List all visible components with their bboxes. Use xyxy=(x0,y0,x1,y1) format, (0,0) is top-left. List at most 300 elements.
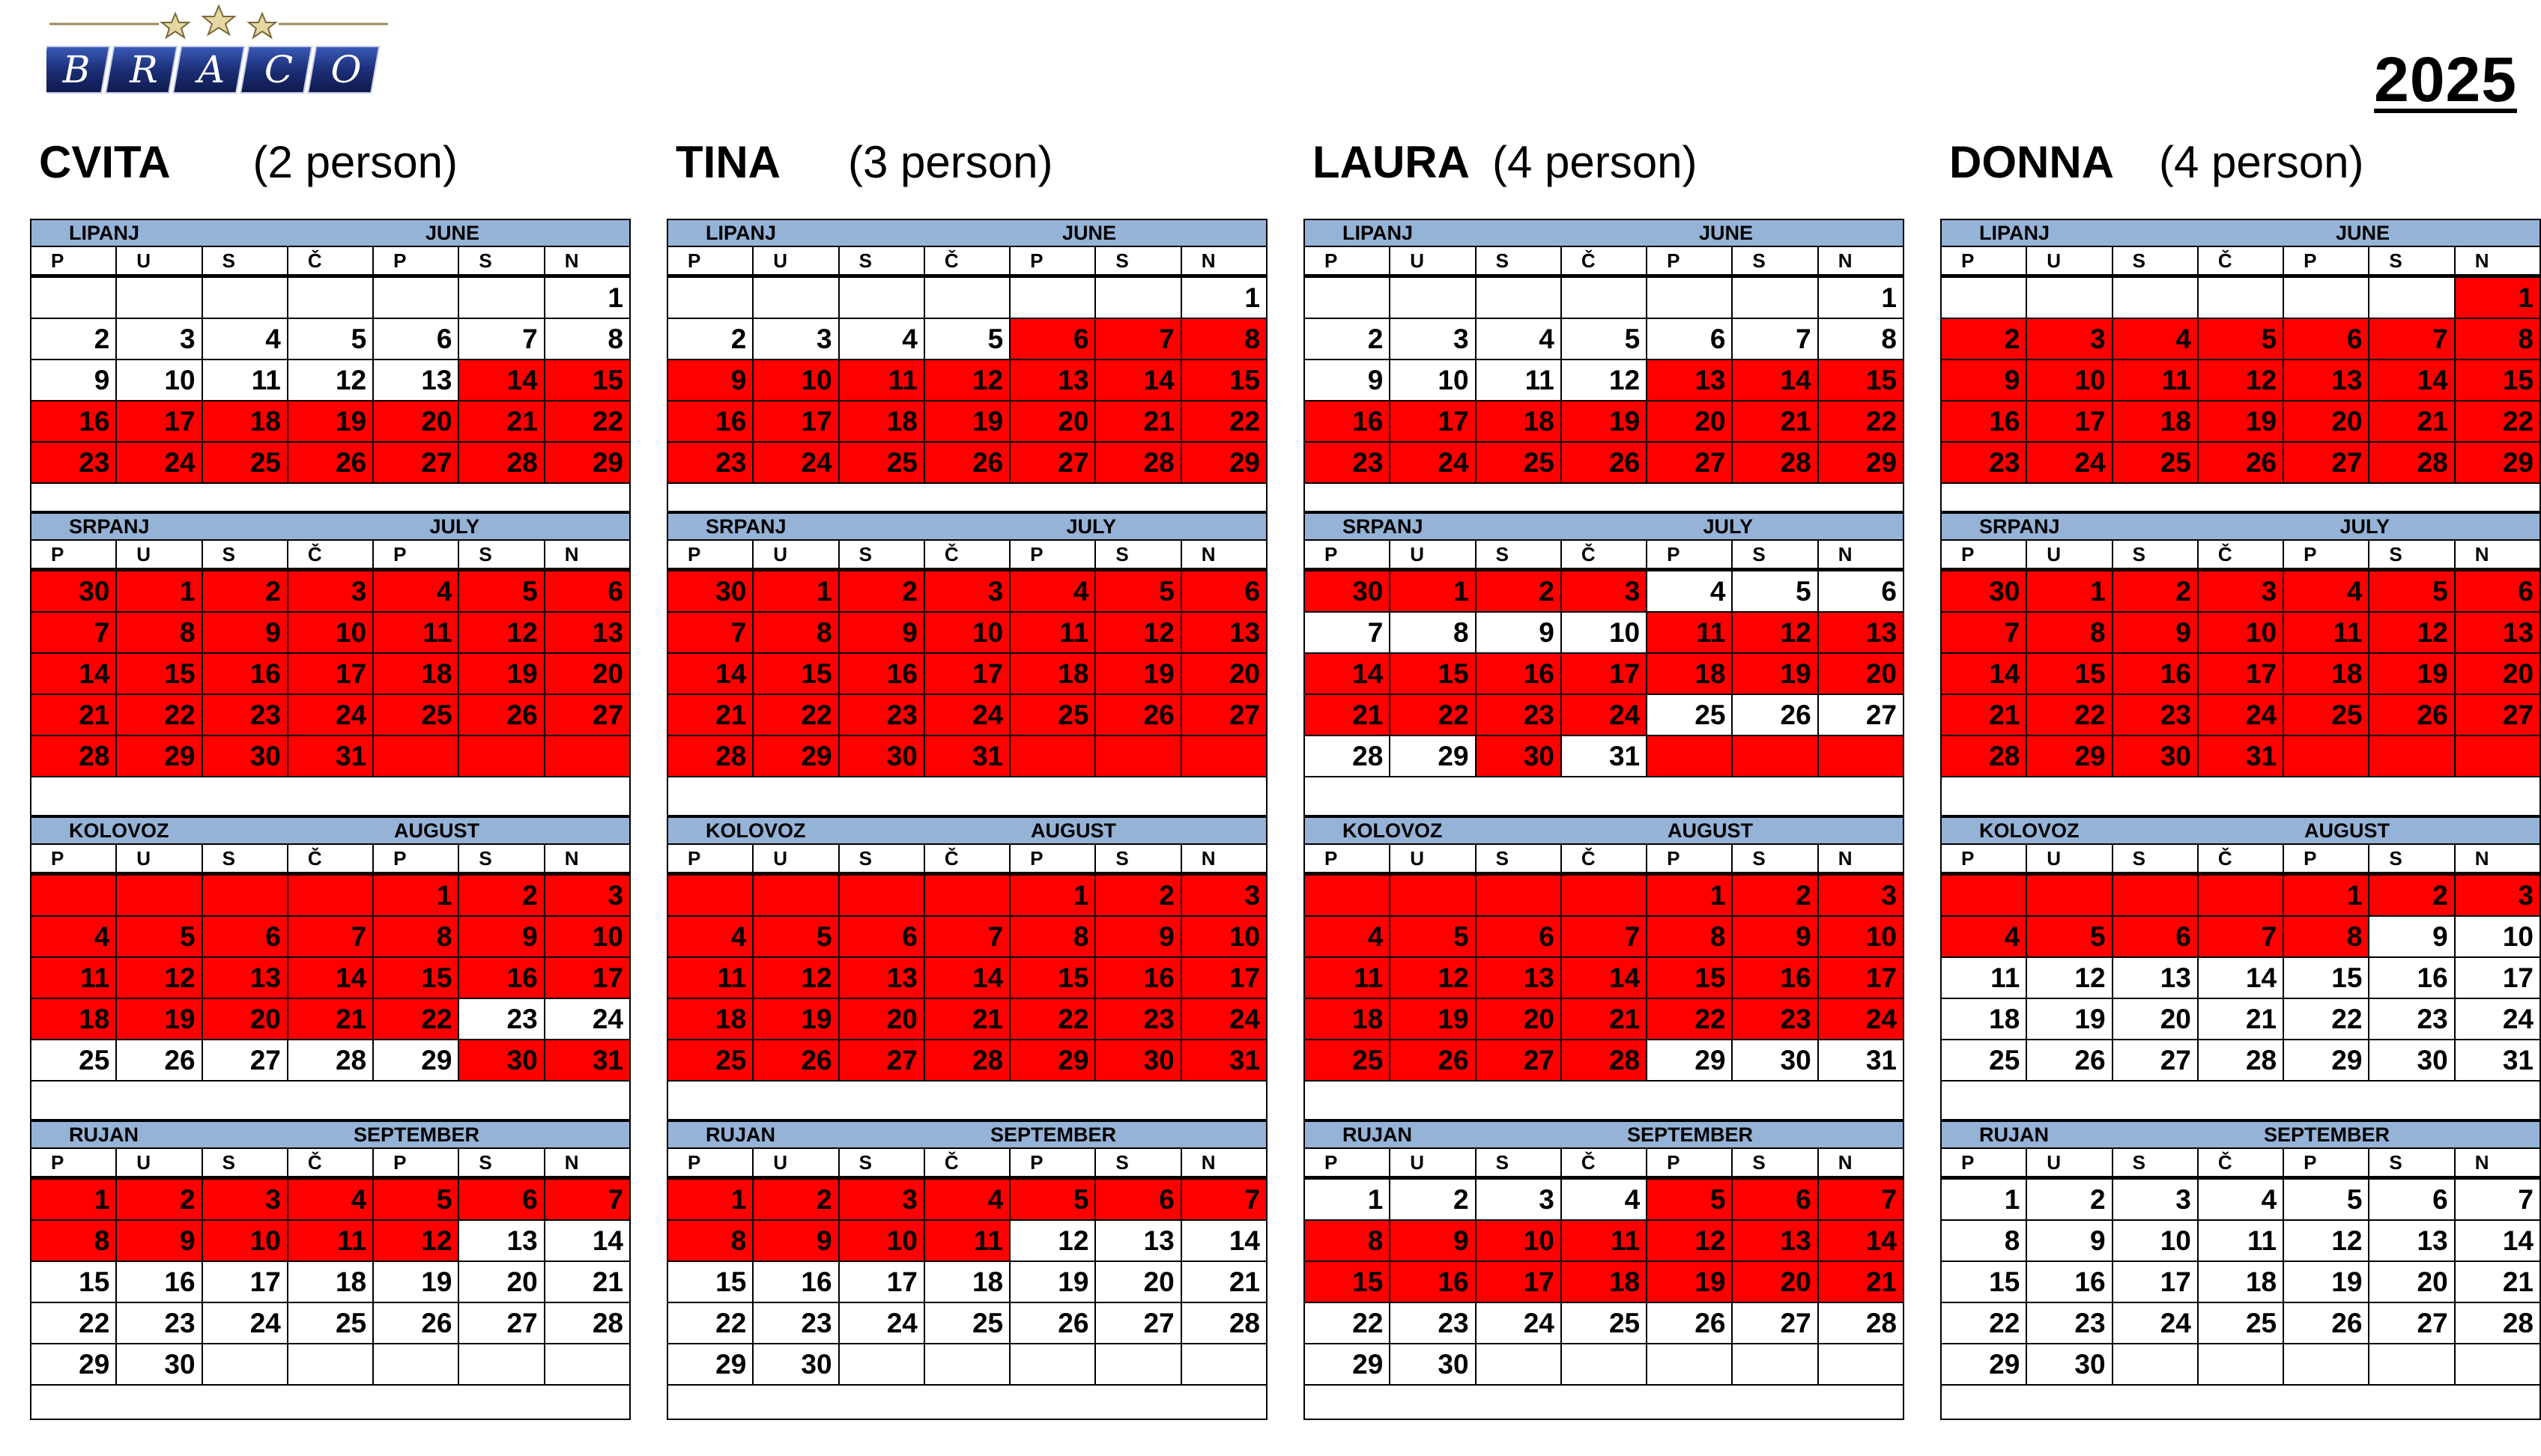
weekday-label: N xyxy=(545,247,631,274)
booked-day-cell: 11 xyxy=(2113,360,2199,401)
month-calendar xyxy=(1940,512,2541,816)
weekday-label: N xyxy=(545,541,631,568)
booked-day-cell: 5 xyxy=(1647,1180,1733,1221)
free-day-cell: 1 xyxy=(1942,1180,2027,1221)
apartment-calendar xyxy=(30,219,631,1420)
booked-day-cell: 27 xyxy=(2456,695,2541,736)
month-spacer xyxy=(667,1082,1268,1120)
booked-day-cell: 14 xyxy=(1562,958,1647,999)
empty-day-cell xyxy=(754,278,839,319)
day-grid xyxy=(1940,571,2541,777)
free-day-cell: 9 xyxy=(31,360,117,401)
booked-day-cell: 23 xyxy=(840,695,925,736)
free-day-cell: 23 xyxy=(117,1303,202,1344)
month-calendar xyxy=(1940,1120,2541,1420)
booked-day-cell: 19 xyxy=(2199,401,2284,443)
weekday-label: N xyxy=(2456,845,2541,872)
empty-day-cell xyxy=(925,1344,1011,1386)
free-day-cell: 22 xyxy=(668,1303,754,1344)
free-day-cell: 26 xyxy=(1011,1303,1096,1344)
booked-day-cell: 6 xyxy=(459,1180,545,1221)
free-day-cell: 28 xyxy=(2199,1040,2284,1082)
booked-day-cell: 7 xyxy=(1562,917,1647,958)
weekday-label: Č xyxy=(2199,1149,2284,1176)
free-day-cell: 2 xyxy=(668,319,754,360)
booked-day-cell: 1 xyxy=(1390,571,1476,613)
empty-day-cell xyxy=(2199,876,2284,917)
weekday-label: U xyxy=(2027,247,2113,274)
booked-day-cell: 19 xyxy=(288,401,374,443)
free-day-cell: 1 xyxy=(1182,278,1268,319)
booked-day-cell: 12 xyxy=(2369,613,2455,654)
free-day-cell: 18 xyxy=(1942,999,2027,1040)
free-day-cell: 12 xyxy=(1011,1221,1096,1262)
booked-day-cell: 28 xyxy=(2369,443,2455,484)
booked-day-cell: 26 xyxy=(925,443,1011,484)
booked-day-cell: 12 xyxy=(1390,958,1476,999)
weekday-label: Č xyxy=(288,1149,374,1176)
weekday-label: S xyxy=(1733,541,1818,568)
free-day-cell: 20 xyxy=(2113,999,2199,1040)
free-day-cell: 21 xyxy=(545,1262,631,1303)
booked-day-cell: 18 xyxy=(1647,654,1733,695)
free-day-cell: 27 xyxy=(2113,1040,2199,1082)
booked-day-cell: 31 xyxy=(288,736,374,777)
booked-day-cell: 17 xyxy=(545,958,631,999)
logo-letter: O xyxy=(330,48,362,91)
booked-day-cell: 9 xyxy=(1733,917,1818,958)
weekday-label: S xyxy=(203,247,288,274)
booked-day-cell: 21 xyxy=(1733,401,1818,443)
weekday-label: P xyxy=(1942,1149,2027,1176)
weekday-label: N xyxy=(545,1149,631,1176)
booked-day-cell: 1 xyxy=(668,1180,754,1221)
booked-day-cell: 15 xyxy=(1305,1262,1390,1303)
booked-day-cell: 18 xyxy=(203,401,288,443)
booked-day-cell: 5 xyxy=(2027,917,2113,958)
booked-day-cell: 26 xyxy=(2369,695,2455,736)
weekday-label: U xyxy=(1390,541,1476,568)
empty-day-cell xyxy=(1096,736,1181,777)
booked-day-cell: 21 xyxy=(1562,999,1647,1040)
booked-day-cell: 2 xyxy=(1733,876,1818,917)
booked-day-cell: 7 xyxy=(1182,1180,1268,1221)
booked-day-cell: 10 xyxy=(754,360,839,401)
booked-day-cell: 2 xyxy=(2113,571,2199,613)
booked-day-cell: 30 xyxy=(1096,1040,1181,1082)
empty-day-cell xyxy=(545,1344,631,1386)
booked-day-cell: 28 xyxy=(31,736,117,777)
weekday-label: U xyxy=(1390,247,1476,274)
weekday-label: S xyxy=(203,541,288,568)
booked-day-cell: 17 xyxy=(1477,1262,1562,1303)
booked-day-cell: 8 xyxy=(2027,613,2113,654)
booked-day-cell: 6 xyxy=(203,917,288,958)
free-day-cell: 28 xyxy=(1305,736,1390,777)
free-day-cell: 29 xyxy=(1390,736,1476,777)
booked-day-cell: 25 xyxy=(668,1040,754,1082)
booked-day-cell: 5 xyxy=(1390,917,1476,958)
free-day-cell: 30 xyxy=(2369,1040,2455,1082)
booked-day-cell: 19 xyxy=(1562,401,1647,443)
weekday-label: P xyxy=(1011,845,1096,872)
weekday-label: P xyxy=(31,541,117,568)
booked-day-cell: 9 xyxy=(459,917,545,958)
booked-day-cell: 18 xyxy=(2113,401,2199,443)
booked-day-cell: 11 xyxy=(288,1221,374,1262)
free-day-cell: 21 xyxy=(1182,1262,1268,1303)
free-day-cell: 12 xyxy=(2284,1221,2369,1262)
booked-day-cell: 4 xyxy=(2284,571,2369,613)
free-day-cell: 30 xyxy=(1390,1344,1476,1386)
empty-day-cell xyxy=(2027,876,2113,917)
booked-day-cell: 22 xyxy=(1182,401,1268,443)
booked-day-cell: 19 xyxy=(1096,654,1181,695)
free-day-cell: 13 xyxy=(2113,958,2199,999)
booked-day-cell: 2 xyxy=(840,571,925,613)
booked-day-cell: 28 xyxy=(925,1040,1011,1082)
weekday-label: Č xyxy=(2199,541,2284,568)
booked-day-cell: 3 xyxy=(925,571,1011,613)
weekday-label: N xyxy=(1182,1149,1268,1176)
booked-day-cell: 11 xyxy=(840,360,925,401)
empty-day-cell xyxy=(2369,278,2455,319)
empty-day-cell xyxy=(203,876,288,917)
empty-day-cell xyxy=(1819,1344,1904,1386)
empty-day-cell xyxy=(1182,1344,1268,1386)
empty-day-cell xyxy=(1011,736,1096,777)
booked-day-cell: 19 xyxy=(2369,654,2455,695)
booked-day-cell: 28 xyxy=(1733,443,1818,484)
free-day-cell: 9 xyxy=(2027,1221,2113,1262)
empty-day-cell xyxy=(2113,1344,2199,1386)
booked-day-cell: 1 xyxy=(2027,571,2113,613)
weekday-label: P xyxy=(1647,541,1733,568)
booked-day-cell: 24 xyxy=(288,695,374,736)
booked-day-cell: 12 xyxy=(117,958,202,999)
booked-day-cell: 10 xyxy=(1477,1221,1562,1262)
free-day-cell: 25 xyxy=(925,1303,1011,1344)
booked-day-cell: 16 xyxy=(1477,654,1562,695)
weekday-label: U xyxy=(754,1149,839,1176)
booked-day-cell: 3 xyxy=(203,1180,288,1221)
month-calendar xyxy=(667,219,1268,512)
booked-day-cell: 17 xyxy=(925,654,1011,695)
day-grid xyxy=(30,571,631,777)
booked-day-cell: 29 xyxy=(1011,1040,1096,1082)
weekday-row xyxy=(667,845,1268,876)
weekday-label: U xyxy=(754,541,839,568)
booked-day-cell: 1 xyxy=(1011,876,1096,917)
booked-day-cell: 7 xyxy=(1096,319,1181,360)
booked-day-cell: 6 xyxy=(840,917,925,958)
free-day-cell: 31 xyxy=(2456,1040,2541,1082)
booked-day-cell: 13 xyxy=(2284,360,2369,401)
free-day-cell: 17 xyxy=(2113,1262,2199,1303)
booked-day-cell: 21 xyxy=(31,695,117,736)
booked-day-cell: 31 xyxy=(1182,1040,1268,1082)
free-day-cell: 8 xyxy=(1390,613,1476,654)
free-day-cell: 8 xyxy=(545,319,631,360)
weekday-label: P xyxy=(374,541,459,568)
booked-day-cell: 16 xyxy=(1942,401,2027,443)
booked-day-cell: 24 xyxy=(1182,999,1268,1040)
booked-day-cell: 21 xyxy=(288,999,374,1040)
weekday-label: U xyxy=(2027,845,2113,872)
free-day-cell: 28 xyxy=(288,1040,374,1082)
free-day-cell: 24 xyxy=(2456,999,2541,1040)
month-header xyxy=(667,512,1268,541)
month-spacer xyxy=(1940,1386,2541,1420)
weekday-label: P xyxy=(1305,247,1390,274)
weekday-label: P xyxy=(1647,247,1733,274)
booked-day-cell: 11 xyxy=(2284,613,2369,654)
free-day-cell: 1 xyxy=(1819,278,1904,319)
empty-day-cell xyxy=(288,1344,374,1386)
free-day-cell: 4 xyxy=(1647,571,1733,613)
booked-day-cell: 23 xyxy=(1477,695,1562,736)
booked-day-cell: 19 xyxy=(1647,1262,1733,1303)
booked-day-cell: 7 xyxy=(545,1180,631,1221)
month-spacer xyxy=(1940,777,2541,816)
booked-day-cell: 19 xyxy=(1733,654,1818,695)
apartment-capacity: (3 person) xyxy=(847,136,1053,187)
free-day-cell: 21 xyxy=(2199,999,2284,1040)
free-day-cell: 10 xyxy=(2456,917,2541,958)
month-spacer xyxy=(667,777,1268,816)
empty-day-cell xyxy=(1477,1344,1562,1386)
free-day-cell: 9 xyxy=(2369,917,2455,958)
booked-day-cell: 19 xyxy=(459,654,545,695)
booked-day-cell: 22 xyxy=(545,401,631,443)
booked-day-cell: 1 xyxy=(31,1180,117,1221)
weekday-label: U xyxy=(117,247,202,274)
free-day-cell: 2 xyxy=(1390,1180,1476,1221)
free-day-cell: 11 xyxy=(203,360,288,401)
free-day-cell: 26 xyxy=(374,1303,459,1344)
booked-day-cell: 20 xyxy=(2456,654,2541,695)
empty-day-cell xyxy=(1733,1344,1818,1386)
booked-day-cell: 22 xyxy=(2456,401,2541,443)
month-calendar xyxy=(30,816,631,1120)
booked-day-cell: 30 xyxy=(1477,736,1562,777)
logo-letter: C xyxy=(264,48,294,91)
month-name-local: LIPANJ xyxy=(69,221,140,244)
booked-day-cell: 4 xyxy=(31,917,117,958)
braco-logo xyxy=(46,4,391,97)
booked-day-cell: 19 xyxy=(117,999,202,1040)
weekday-row xyxy=(30,1149,631,1180)
booked-day-cell: 4 xyxy=(1011,571,1096,613)
booked-day-cell: 13 xyxy=(1477,958,1562,999)
booked-day-cell: 20 xyxy=(545,654,631,695)
booked-day-cell: 27 xyxy=(840,1040,925,1082)
booked-day-cell: 25 xyxy=(1305,1040,1390,1082)
month-calendar xyxy=(30,1120,631,1420)
empty-day-cell xyxy=(1733,736,1818,777)
booked-day-cell: 26 xyxy=(1390,1040,1476,1082)
free-day-cell: 19 xyxy=(2284,1262,2369,1303)
empty-day-cell xyxy=(2284,736,2369,777)
day-grid xyxy=(667,876,1268,1082)
booked-day-cell: 22 xyxy=(1390,695,1476,736)
booked-day-cell: 12 xyxy=(459,613,545,654)
free-day-cell: 6 xyxy=(374,319,459,360)
booked-day-cell: 8 xyxy=(374,917,459,958)
booked-day-cell: 8 xyxy=(117,613,202,654)
free-day-cell: 29 xyxy=(1305,1344,1390,1386)
weekday-label: Č xyxy=(2199,845,2284,872)
logo-letter: A xyxy=(197,48,225,91)
apartment-name: TINA xyxy=(676,136,781,187)
empty-day-cell xyxy=(1562,876,1647,917)
free-day-cell: 16 xyxy=(117,1262,202,1303)
free-day-cell: 25 xyxy=(31,1040,117,1082)
booked-day-cell: 23 xyxy=(203,695,288,736)
month-header xyxy=(1303,512,1904,541)
weekday-label: Č xyxy=(925,541,1011,568)
empty-day-cell xyxy=(117,278,202,319)
booked-day-cell: 5 xyxy=(2369,571,2455,613)
booked-day-cell: 6 xyxy=(545,571,631,613)
weekday-label: P xyxy=(1942,541,2027,568)
weekday-row xyxy=(1940,247,2541,278)
booked-day-cell: 14 xyxy=(1733,360,1818,401)
day-grid xyxy=(30,876,631,1082)
weekday-row xyxy=(1303,1149,1904,1180)
weekday-row xyxy=(667,541,1268,571)
booked-day-cell: 6 xyxy=(1733,1180,1818,1221)
booked-day-cell: 22 xyxy=(374,999,459,1040)
apartment-calendar xyxy=(1303,219,1904,1420)
month-header xyxy=(1940,219,2541,247)
booked-day-cell: 25 xyxy=(2284,695,2369,736)
booked-day-cell: 2 xyxy=(459,876,545,917)
empty-day-cell xyxy=(459,278,545,319)
booked-day-cell: 6 xyxy=(1096,1180,1181,1221)
free-day-cell: 2 xyxy=(2027,1180,2113,1221)
free-day-cell: 3 xyxy=(117,319,202,360)
free-day-cell: 22 xyxy=(2284,999,2369,1040)
booked-day-cell: 26 xyxy=(459,695,545,736)
weekday-label: S xyxy=(1096,845,1181,872)
free-day-cell: 11 xyxy=(1942,958,2027,999)
booked-day-cell: 20 xyxy=(374,401,459,443)
month-name-local: SRPANJ xyxy=(706,515,787,538)
free-day-cell: 22 xyxy=(31,1303,117,1344)
booked-day-cell: 24 xyxy=(2027,443,2113,484)
booked-day-cell: 16 xyxy=(31,401,117,443)
booked-day-cell: 8 xyxy=(1011,917,1096,958)
free-day-cell: 30 xyxy=(1733,1040,1818,1082)
booked-day-cell: 25 xyxy=(374,695,459,736)
booked-day-cell: 13 xyxy=(1819,613,1904,654)
booked-day-cell: 7 xyxy=(1942,613,2027,654)
booked-day-cell: 10 xyxy=(2027,360,2113,401)
free-day-cell: 2 xyxy=(31,319,117,360)
booked-day-cell: 9 xyxy=(1096,917,1181,958)
month-calendar xyxy=(30,219,631,512)
booked-day-cell: 19 xyxy=(754,999,839,1040)
weekday-label: Č xyxy=(288,247,374,274)
empty-day-cell xyxy=(1390,876,1476,917)
free-day-cell: 4 xyxy=(2199,1180,2284,1221)
weekday-label: P xyxy=(2284,1149,2369,1176)
day-grid xyxy=(1940,278,2541,484)
weekday-label: P xyxy=(374,1149,459,1176)
weekday-label: S xyxy=(1477,1149,1562,1176)
booked-day-cell: 5 xyxy=(1096,571,1181,613)
booked-day-cell: 13 xyxy=(545,613,631,654)
booked-day-cell: 15 xyxy=(1182,360,1268,401)
weekday-label: P xyxy=(2284,247,2369,274)
month-header xyxy=(1940,816,2541,845)
booked-day-cell: 15 xyxy=(1390,654,1476,695)
weekday-label: S xyxy=(840,845,925,872)
booked-day-cell: 20 xyxy=(1819,654,1904,695)
weekday-label: P xyxy=(1647,845,1733,872)
month-spacer xyxy=(1303,484,1904,512)
weekday-label: N xyxy=(2456,541,2541,568)
booked-day-cell: 1 xyxy=(754,571,839,613)
booked-day-cell: 22 xyxy=(117,695,202,736)
booked-day-cell: 7 xyxy=(2369,319,2455,360)
weekday-label: N xyxy=(1819,247,1904,274)
booked-day-cell: 17 xyxy=(1182,958,1268,999)
booked-day-cell: 5 xyxy=(459,571,545,613)
booked-day-cell: 23 xyxy=(1096,999,1181,1040)
booked-day-cell: 5 xyxy=(754,917,839,958)
free-day-cell: 25 xyxy=(1647,695,1733,736)
weekday-label: S xyxy=(459,247,545,274)
booked-day-cell: 27 xyxy=(374,443,459,484)
day-grid xyxy=(667,571,1268,777)
month-spacer xyxy=(1303,1386,1904,1420)
free-day-cell: 27 xyxy=(1819,695,1904,736)
booked-day-cell: 9 xyxy=(1942,360,2027,401)
booked-day-cell: 30 xyxy=(203,736,288,777)
booked-day-cell: 20 xyxy=(1477,999,1562,1040)
booked-day-cell: 4 xyxy=(2113,319,2199,360)
month-name-english: SEPTEMBER xyxy=(353,1123,479,1146)
booked-day-cell: 3 xyxy=(1562,571,1647,613)
booked-day-cell: 14 xyxy=(1305,654,1390,695)
free-day-cell: 25 xyxy=(1942,1040,2027,1082)
empty-day-cell xyxy=(1096,1344,1181,1386)
day-grid xyxy=(30,1180,631,1386)
booked-day-cell: 18 xyxy=(1305,999,1390,1040)
empty-day-cell xyxy=(1011,1344,1096,1386)
empty-day-cell xyxy=(1305,876,1390,917)
empty-day-cell xyxy=(1942,278,2027,319)
month-name-local: SRPANJ xyxy=(69,515,150,538)
month-spacer xyxy=(667,1386,1268,1420)
apartment-capacity: (4 person) xyxy=(1491,136,1697,187)
booked-day-cell: 11 xyxy=(374,613,459,654)
month-spacer xyxy=(30,1386,631,1420)
free-day-cell: 13 xyxy=(2369,1221,2455,1262)
booked-day-cell: 18 xyxy=(2284,654,2369,695)
booked-day-cell: 24 xyxy=(2199,695,2284,736)
booked-day-cell: 16 xyxy=(2113,654,2199,695)
empty-day-cell xyxy=(2456,736,2541,777)
month-header xyxy=(667,816,1268,845)
booked-day-cell: 2 xyxy=(1477,571,1562,613)
empty-day-cell xyxy=(1305,278,1390,319)
month-calendar xyxy=(1940,219,2541,512)
booked-day-cell: 16 xyxy=(1390,1262,1476,1303)
month-header xyxy=(1303,219,1904,247)
